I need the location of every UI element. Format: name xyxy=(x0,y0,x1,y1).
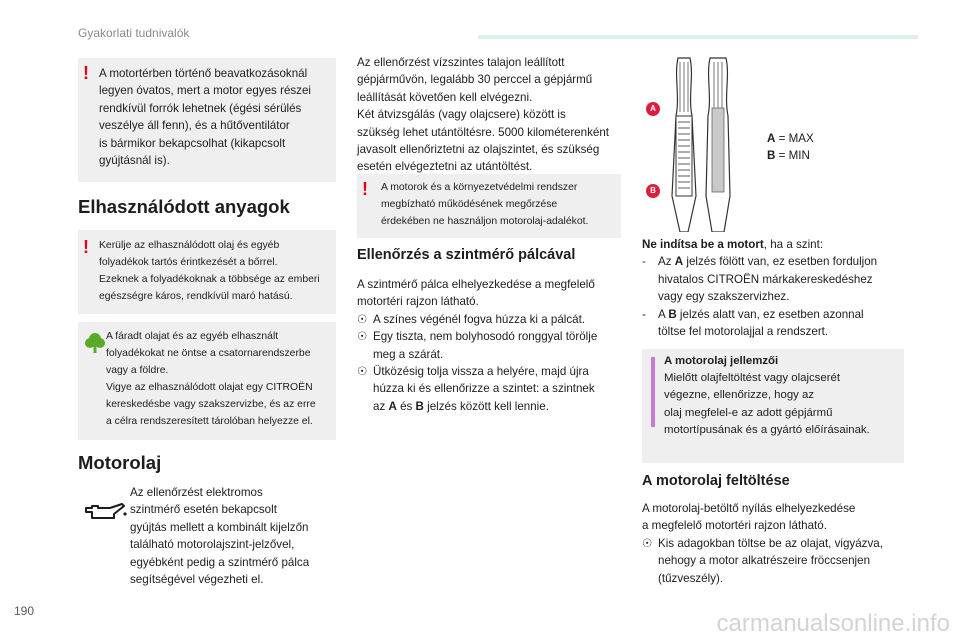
warning-box-engine xyxy=(78,58,336,182)
do-not-start-paragraph xyxy=(642,236,912,340)
text-line: Ezeknek a folyadékoknak a többsége az emberi xyxy=(99,274,320,285)
text-line: érdekében ne használjon motorolaj-adalékot. xyxy=(381,216,589,227)
marker-b-ref: B xyxy=(668,307,677,321)
text-line: a megfelelő motortéri rajzon látható. xyxy=(642,519,827,533)
text-line: Mielőtt olajfeltöltést vagy olajcserét xyxy=(664,372,841,385)
text-line: javasolt ellenőriztetni az olajszintet, és szükség xyxy=(357,143,600,157)
running-header: Gyakorlati tudnivalók xyxy=(78,26,190,40)
marker-a-ref: A xyxy=(388,399,397,413)
text-line: A szintmérő pálca elhelyezkedése a megfelelő xyxy=(357,278,595,291)
dash-marker: - xyxy=(642,307,646,321)
tree-icon xyxy=(85,332,105,359)
dipstick-instructions xyxy=(357,276,623,415)
warning-icon: ! xyxy=(362,179,368,199)
text-fragment: jelzés között kell lennie. xyxy=(423,399,549,413)
text-line: motortéri rajzon látható. xyxy=(357,295,479,309)
text-line: egészségre káros, rendkívül maró hatású. xyxy=(99,291,293,302)
text-line: vagy a földre. xyxy=(106,365,169,376)
oil-refill-paragraph xyxy=(642,500,912,587)
list-item-text xyxy=(658,253,877,305)
warning-icon: ! xyxy=(83,237,89,257)
section-title-used-materials: Elhasználódott anyagok xyxy=(78,196,290,217)
text-line: A motortérben történő beavatkozásoknál xyxy=(99,67,308,80)
text-line: gyújtás mellett a kombinált kijelzőn xyxy=(130,520,309,534)
info-icon xyxy=(651,357,655,427)
dash-marker: - xyxy=(642,255,646,269)
legend-min xyxy=(767,147,814,164)
dipstick-legend xyxy=(767,130,814,164)
list-item-text xyxy=(373,328,597,363)
list-item xyxy=(642,306,912,341)
text-fragment: A xyxy=(658,307,669,321)
text-line: folyadékokat ne öntse a csatornarendszerbe xyxy=(106,348,311,359)
text-line: A motorok és a környezetvédelmi rendszer xyxy=(381,182,578,193)
text-line: Két átvizsgálás (vagy olajcsere) között is xyxy=(357,108,566,122)
text-line: kereskedésbe vagy szakszervizbe, és az erre xyxy=(106,399,316,410)
text-line: Az ellenőrzést vízszintes talajon leállított xyxy=(357,56,565,69)
text-fragment: Az xyxy=(658,255,675,269)
watermark: carmanualsonline.info xyxy=(716,610,950,637)
list-item xyxy=(357,328,623,363)
warning-box-used-oil xyxy=(78,230,336,314)
text-line xyxy=(642,236,912,253)
list-item-text xyxy=(658,535,883,587)
legend-value: = MIN xyxy=(775,149,810,162)
text-fragment: jelzés alatt van, ez esetben azonnal xyxy=(676,307,864,321)
text-line: olaj megfelel-e az adott gépjármű xyxy=(664,406,833,419)
section-title-engine-oil: Motorolaj xyxy=(78,452,162,473)
oil-can-icon xyxy=(84,502,128,527)
section-title-oil-refill: A motorolaj feltöltése xyxy=(642,473,790,489)
warning-text xyxy=(99,237,334,305)
dipstick-illustration xyxy=(640,56,770,232)
text-line: legyen óvatos, mert a motor egyes részei xyxy=(99,84,312,98)
legend-max xyxy=(767,130,814,147)
warning-text xyxy=(99,65,334,169)
list-item xyxy=(642,253,912,305)
text-fragment: , ha a szint: xyxy=(763,238,824,251)
text-line: folyadékok tartós érintkezését a bőrrel. xyxy=(99,257,278,268)
text-fragment: az xyxy=(373,399,389,413)
text-line: A színes végénél fogva húzza ki a pálcát. xyxy=(373,312,586,326)
header-rule xyxy=(478,35,918,39)
marker-b-ref: B xyxy=(415,399,424,413)
text-line: végezne, ellenőrizze, hogy az xyxy=(664,389,815,402)
marker-b-pin: B xyxy=(646,184,660,198)
legend-key: A xyxy=(767,132,776,145)
text-line: nehogy a motor alkatrészeire fröccsenjen xyxy=(658,554,871,568)
text-fragment: és xyxy=(396,399,416,413)
list-item-text xyxy=(658,306,864,341)
text-line: húzza ki és ellenőrizze a szintet: a szintnek xyxy=(373,382,595,396)
text-line: leállítását követően kell elvégezni. xyxy=(357,90,533,104)
info-text xyxy=(664,353,900,439)
list-item xyxy=(357,363,623,415)
text-line: segítségével végezheti el. xyxy=(130,573,264,587)
legend-value: = MAX xyxy=(775,132,814,145)
text-line: Egy tiszta, nem bolyhosodó ronggyal törölje xyxy=(373,330,598,344)
text-line: a célra rendszeresített tárolóban helyezze el. xyxy=(106,416,313,427)
text-line: gyújtásnál is). xyxy=(99,154,170,168)
text-line: Kis adagokban töltse be az olajat, vigyázva, xyxy=(658,536,883,550)
list-item xyxy=(642,535,912,587)
text-line: meg a szárát. xyxy=(373,347,444,361)
text-line: szükség lehet utántöltésre. 5000 kilométerenként xyxy=(357,125,609,139)
text-line: motortípusának és a gyártó előírásainak. xyxy=(664,423,870,436)
text-fragment: jelzés fölött van, ez esetben forduljon xyxy=(683,255,878,269)
marker-a-pin: A xyxy=(646,102,660,116)
text-line: A motorolaj-betöltő nyílás elhelyezkedése xyxy=(642,502,856,515)
text-line: Az ellenőrzést elektromos xyxy=(130,486,263,499)
text-line: található motorolajszint-jelzővel, xyxy=(130,538,295,552)
text-line: rendkívül forrók lehetnek (égési sérülés xyxy=(99,101,302,115)
bullet-icon: ☉ xyxy=(357,330,368,344)
text-line: esetén elvégeztetni az utántöltést. xyxy=(357,160,533,174)
text-line: A fáradt olajat és az egyéb elhasznált xyxy=(106,331,279,342)
oil-check-paragraph xyxy=(130,484,336,588)
bullet-icon: ☉ xyxy=(357,365,368,379)
text-line: gépjárművön, legalább 30 perccel a gépjármű xyxy=(357,73,593,87)
list-item xyxy=(357,311,623,328)
info-title: A motorolaj jellemzői xyxy=(664,355,779,367)
intro-paragraph xyxy=(357,54,623,176)
list-item-text xyxy=(373,363,595,415)
warning-box-additives xyxy=(357,174,621,238)
text-line: Kerülje az elhasználódott olaj és egyéb xyxy=(99,240,280,251)
info-box-oil-spec xyxy=(642,349,904,463)
warning-text xyxy=(381,179,619,230)
page-number: 190 xyxy=(14,604,35,618)
eco-box xyxy=(78,322,336,440)
text-line: veszélye áll fenn), és a hűtőventilátor xyxy=(99,119,290,133)
text-line: vagy egy szakszervizhez. xyxy=(658,290,790,304)
eco-text xyxy=(106,328,334,430)
text-line: (tűzveszély). xyxy=(658,571,724,585)
text-line: megbízható működésének megőrzése xyxy=(381,199,558,210)
text-line: is bármikor bekapcsolhat (kikapcsolt xyxy=(99,136,286,150)
bullet-icon: ☉ xyxy=(642,536,653,550)
marker-a-ref: A xyxy=(674,255,684,269)
text-line: hivatalos CITROËN márkakereskedéshez xyxy=(658,272,873,286)
text-line: Vigye az elhasználódott olajat egy CITROËN xyxy=(106,382,313,393)
text-line: szintmérő esetén bekapcsolt xyxy=(130,503,277,517)
legend-key: B xyxy=(767,149,776,162)
text-line: egyébként pedig a szintmérő pálca xyxy=(130,555,310,569)
text-line: Ütközésig tolja vissza a helyére, majd újra xyxy=(373,365,589,379)
emphasis: Ne indítsa be a motort xyxy=(642,238,764,251)
section-title-dipstick-check: Ellenőrzés a szintmérő pálcával xyxy=(357,247,576,263)
warning-icon: ! xyxy=(83,63,89,83)
bullet-icon: ☉ xyxy=(357,312,368,326)
text-line: töltse fel motorolajjal a rendszert. xyxy=(658,325,829,339)
